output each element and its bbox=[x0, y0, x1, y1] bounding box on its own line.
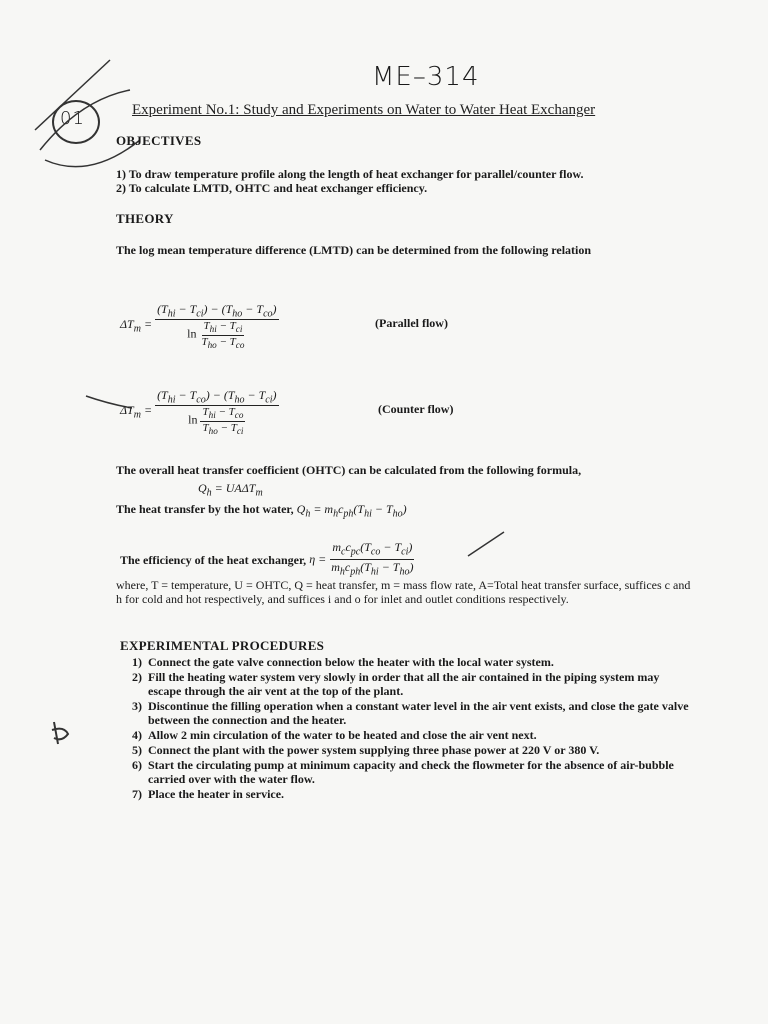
list-item: 5) Connect the plant with the power system supplying three phase power at 220 V or 380 V. bbox=[132, 743, 600, 757]
efficiency-label: The efficiency of the heat exchanger, bbox=[120, 552, 307, 567]
heat-hot-label: The heat transfer by the hot water, bbox=[116, 502, 294, 516]
list-item: 7) Place the heater in service. bbox=[132, 787, 285, 801]
list-item: 1) Connect the gate valve connection below the heater with the local water system. bbox=[132, 655, 554, 669]
procedures-heading: EXPERIMENTAL PROCEDURES bbox=[120, 638, 325, 653]
parallel-flow-label: (Parallel flow) bbox=[375, 316, 448, 330]
page-title: Experiment No.1: Study and Experiments on Water to Water Heat Exchanger bbox=[132, 102, 596, 118]
ohtc-equation: $Q_h = UA\Delta T_m$ bbox=[198, 481, 263, 499]
margin-scribble bbox=[48, 718, 78, 748]
counter-flow-label: (Counter flow) bbox=[378, 402, 454, 416]
efficiency-equation: η = $\frac{m_cc_{pc}(T_{co} - T_{ci})}{m_hc_{ph}(T_{hi} - T_{ho})}$ bbox=[309, 540, 414, 578]
course-code: ME–314 bbox=[372, 62, 480, 92]
theory-heading: THEORY bbox=[116, 211, 174, 226]
ohtc-text: The overall heat transfer coefficient (OHTC) can be calculated from the following formula, bbox=[116, 463, 582, 477]
list-item: 4) Allow 2 min circulation of the water to be heated and close the air vent next. bbox=[132, 728, 537, 742]
handwritten-check bbox=[466, 530, 506, 560]
heat-hot-equation: $Q_h = m_hc_{ph}(T_{hi} - T_{ho})$ bbox=[296, 502, 407, 520]
efficiency-text bbox=[120, 540, 415, 580]
lmtd-parallel-equation: $\Delta T_m$ = $(T_{hi} - T_{ci}) - (T_{ho} - T_{co})$ ln $\frac{T_{hi} - T_{ci}}{T_{ho} - T_{co}}$ bbox=[120, 302, 277, 350]
heat-hot-text bbox=[116, 502, 407, 521]
objective-2: 2) To calculate LMTD, OHTC and heat exchanger efficiency. bbox=[116, 181, 428, 195]
lmtd-counter-equation: $\Delta T_m$ = $(T_{hi} - T_{co}) - (T_{ho} - T_{ci})$ ln $\frac{T_{hi} - T_{co}}{T_{ho} - T_{ci}}$ bbox=[120, 388, 277, 436]
lmtd-intro: The log mean temperature difference (LMTD) can be determined from the following relation bbox=[116, 243, 592, 257]
objectives-heading: OBJECTIVES bbox=[116, 133, 202, 148]
list-item: 6) Start the circulating pump at minimum capacity and check the flowmeter for the absence of air-bubble carried over with the water flow. bbox=[132, 758, 674, 786]
list-item: 3) Discontinue the filling operation when a constant water level in the air vent exists, and close the gate valve between the connection and the heater. bbox=[132, 699, 689, 727]
where-text: where, T = temperature, U = OHTC, Q = heat transfer, m = mass flow rate, A=Total heat transfer surface, suffices c and h for cold and hot respectively, and suffices i and o for inlet and outlet conditions respectively. bbox=[116, 578, 691, 606]
procedures-list bbox=[120, 655, 690, 802]
stamp-text: 01 bbox=[60, 108, 85, 129]
list-item: 2) Fill the heating water system very slowly in order that all the air contained in the piping system may escape through the air vent at the top of the plant. bbox=[132, 670, 660, 698]
objective-1: 1) To draw temperature profile along the length of heat exchanger for parallel/counter flow. bbox=[116, 167, 584, 181]
